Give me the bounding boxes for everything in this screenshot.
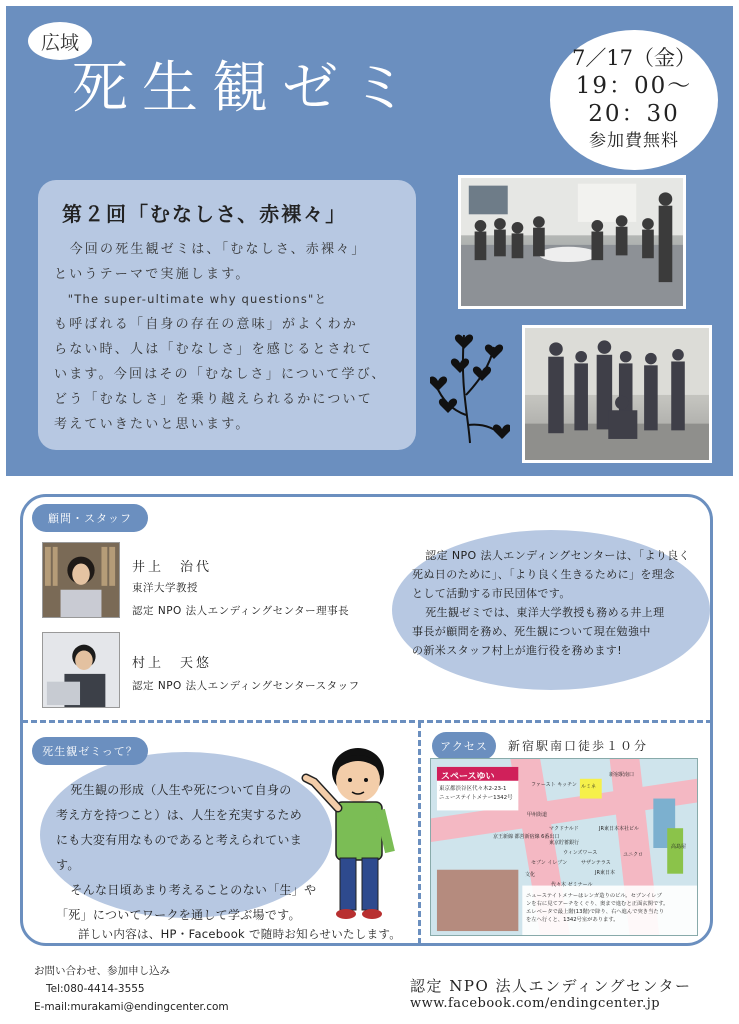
staff-photo-murakami xyxy=(42,632,120,708)
theme-body xyxy=(54,237,400,437)
map-label: ファースト キッチン xyxy=(531,782,577,788)
map-caption-line: エレベータで最上階(13階)で降り、右へ進んで突き当たり xyxy=(526,909,664,915)
map-address: ニューステイトメナー1342号 xyxy=(439,795,513,801)
map-label: 東京貯蓄銀行 xyxy=(549,840,580,846)
theme-line: らない時、人は「むなしさ」を感じるとされて xyxy=(54,342,374,357)
organization-name: 認定 NPO 法人エンディングセンター xyxy=(410,977,692,995)
description-line: として活動する市民団体です。 xyxy=(412,587,571,600)
divider xyxy=(418,722,421,944)
map-label: 高島屋 xyxy=(671,844,687,850)
heart-branch-icon xyxy=(430,325,510,445)
description-line: 事長が顧問を務め、死生観について現在勉強中 xyxy=(412,625,651,638)
staff-photo-inoue xyxy=(42,542,120,618)
access-map xyxy=(430,758,698,936)
map-label: ウィンズワース xyxy=(563,850,598,856)
map-label: セブン イレブン xyxy=(531,860,568,866)
description-line: 認定 NPO 法人エンディングセンターは、「より良く xyxy=(425,549,691,562)
facebook-link[interactable]: www.facebook.com/endingcenter.jp xyxy=(410,996,661,1011)
about-label: 死生観ゼミって？ xyxy=(32,737,148,765)
theme-line: というテーマで実施します。 xyxy=(54,267,251,282)
map-address: 東京都渋谷区代々木2-23-1 xyxy=(439,786,507,792)
description-line: の新米スタッフ村上が進行役を務めます! xyxy=(412,644,623,657)
staff-role: 認定 NPO 法人エンディングセンタースタッフ xyxy=(132,680,360,692)
map-label: ユニクロ xyxy=(623,852,644,858)
event-fee: 参加費無料 xyxy=(589,131,679,151)
ending-center-description xyxy=(412,546,702,660)
contact-tel: Tel:080-4414-3555 xyxy=(46,983,145,995)
event-date: 7／17（金） xyxy=(571,46,697,70)
about-line: にも大変有用なものであると考えられています。 xyxy=(56,833,303,872)
map-caption-line: ニューステイトメナーはレンガ造りのビル。セブンイレブ xyxy=(526,893,662,899)
map-label: JR東日本本社ビル xyxy=(599,826,639,832)
staff-name: 井上 治代 xyxy=(132,560,213,575)
about-line: そんな日頃あまり考えることのない「生」や xyxy=(70,883,317,897)
map-label: 文化 xyxy=(525,872,536,878)
about-line: 「死」についてワークを通して学ぶ場です。 xyxy=(56,908,301,922)
staff-label: 顧問・スタッフ xyxy=(32,504,148,532)
about-line: 死生観の形成（人生や死について自身の xyxy=(70,783,292,797)
theme-line: "The super-ultimate why questions"と xyxy=(67,292,328,306)
area-badge: 広域 xyxy=(28,22,92,60)
map-caption-line: ンを右に見てアーチをくぐり、奥まで進むと正面玄関です。 xyxy=(526,901,669,907)
map-label: マクドナルド xyxy=(549,826,579,832)
map-label: 代々木 ゼミナール xyxy=(551,882,593,888)
event-datetime xyxy=(550,30,718,170)
map-label: JR東日本 xyxy=(595,870,615,876)
page-title: 死生観ゼミ xyxy=(72,56,422,121)
description-line: 死ぬ日のために」、「より良く生きるために」を理念 xyxy=(412,568,675,581)
description-line: 死生観ゼミでは、東洋大学教授も務める井上理 xyxy=(425,606,665,619)
map-label: ルミネ xyxy=(581,784,597,790)
about-description xyxy=(56,778,322,928)
about-line: 考え方を持つこと）は、人生を充実するため xyxy=(56,808,303,822)
theme-line: います。今回はその「むなしさ」について学び、 xyxy=(54,367,387,382)
event-time-start: 19：00〜 xyxy=(575,73,693,99)
seminar-photo-1 xyxy=(458,175,686,309)
map-caption xyxy=(526,892,698,924)
map-caption-line: を左へ行くと、1342号室があります。 xyxy=(526,917,619,923)
map-place-name: スペースゆい xyxy=(441,772,495,782)
divider xyxy=(22,720,712,723)
contact-info xyxy=(34,962,229,1016)
contact-email[interactable]: E-mail:murakami@endingcenter.com xyxy=(34,1001,229,1013)
theme-line: 今回の死生観ゼミは、「むなしさ、赤裸々」 xyxy=(69,242,367,257)
staff-role: 東洋大学教授 xyxy=(132,582,198,594)
staff-name: 村上 天悠 xyxy=(132,656,213,671)
staff-role: 認定 NPO 法人エンディングセンター理事長 xyxy=(132,605,350,617)
access-directions: 新宿駅南口徒歩１０分 xyxy=(508,739,649,753)
theme-box xyxy=(38,180,416,450)
character-illustration xyxy=(300,742,415,924)
theme-heading: 第２回「むなしさ、赤裸々」 xyxy=(62,202,348,226)
event-time-end: 20：30 xyxy=(588,101,680,127)
theme-line: どう「むなしさ」を乗り越えられるかについて xyxy=(54,392,373,407)
theme-line: も呼ばれる「自身の存在の意味」がよくわか xyxy=(54,317,359,332)
map-label: 甲州街道 xyxy=(527,812,548,818)
map-label: 新宿駅南口 xyxy=(609,772,635,778)
details-note: 詳しい内容は、HP・Facebook で随時お知らせいたします。 xyxy=(78,927,402,941)
contact-title: お問い合わせ、参加申し込み xyxy=(34,965,171,977)
access-label: アクセス xyxy=(432,732,496,760)
seminar-photo-2 xyxy=(522,325,712,463)
map-label: サザンテラス xyxy=(581,860,611,866)
map-label: 京王新線 都営新宿線 6番出口 xyxy=(493,834,560,840)
theme-line: 考えていきたいと思います。 xyxy=(54,417,251,432)
